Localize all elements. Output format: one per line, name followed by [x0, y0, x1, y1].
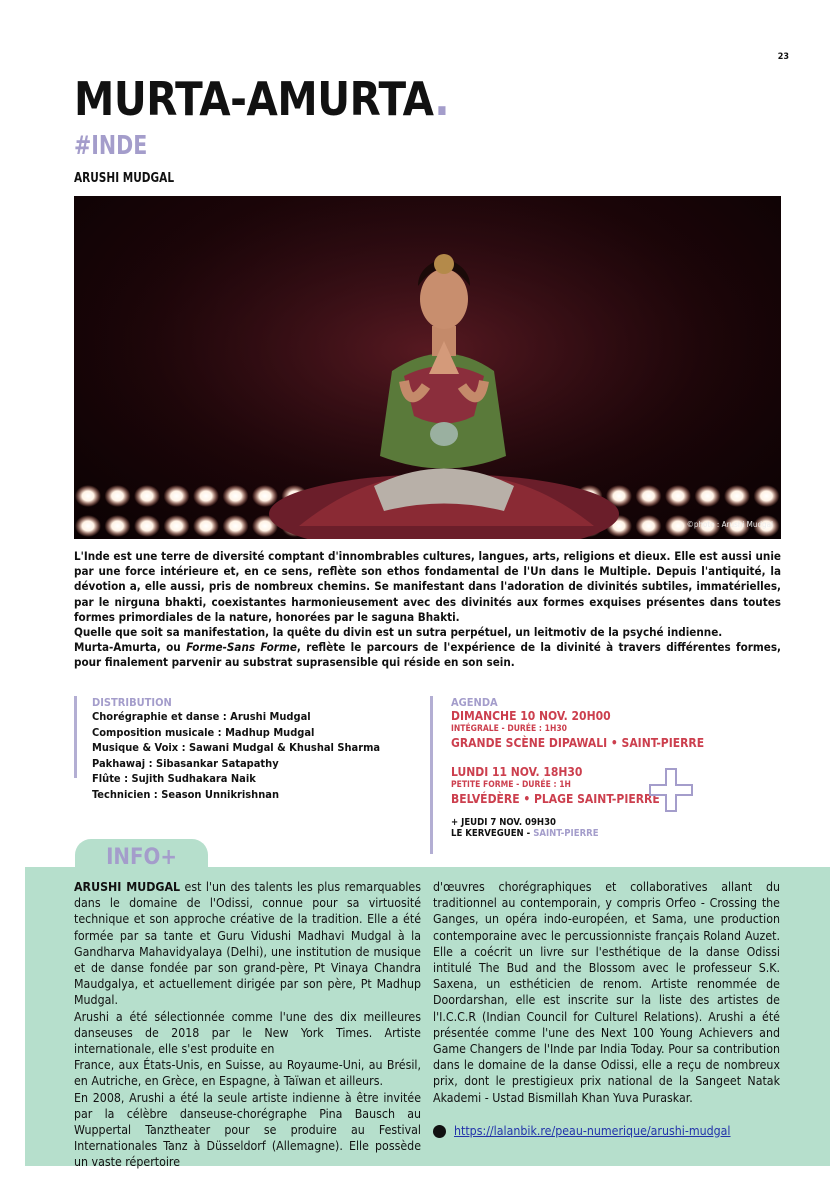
page-number: 23 [777, 52, 789, 62]
info-paragraph: d'œuvres chorégraphiques et collaboratives allant du traditionnel au contemporain, y compris Orfeo - Crossing the Ganges, un opéra indo-européen, et Sama, une production contemporaine avec le percussionniste français Roland Auzet. Elle a coécrit un livre sur l'esthétique de la danse Odissi intitulé The Bud and the Blossom avec le professeur S.K. Saxena, un esthéticien de renom. Artiste renommée de Doordarshan, elle est inscrite sur la liste des artistes de l'I.C.C.R (Indian Council for Culturel Relations). Arushi a été présentée comme l'une des Next 100 Young Achievers and Game Changers de l'Inde par India Today. Pour sa contribution dans le domaine de la danse Odissi, elle a reçu de nombreux prix, dont le prestigieux prix national de la Sangeet Natak Akademi - Ustad Bismillah Khan Yuva Puraskar. [433, 880, 780, 1105]
extra-town: SAINT-PIERRE [533, 828, 599, 839]
credit-name: Sujith Sudhakara Naik [128, 772, 256, 785]
stage-light [164, 515, 190, 537]
plus-icon [649, 768, 693, 812]
agenda-section [430, 696, 771, 854]
intro-text-span: , reflète le parcours de l'expérience de la divinité à travers différentes formes, pour finalement parvenir au substrat suprasensible qui réside en son sein. [74, 640, 782, 670]
photo-credit: ©photo : Arushi Mudgal [686, 520, 773, 529]
stage-light [164, 485, 190, 507]
performance-photo [74, 196, 781, 539]
credit-name: Sibasankar Satapathy [152, 756, 279, 770]
stage-light [754, 485, 780, 507]
stage-light [636, 515, 662, 537]
info-column-left [74, 879, 421, 1171]
credit-name: Madhup Mudgal [221, 725, 315, 739]
credit-line [92, 756, 412, 772]
credit-role: Composition musicale : [92, 725, 222, 739]
stage-light [252, 485, 278, 507]
intro-italic: Forme-Sans Forme [186, 640, 297, 655]
info-tab: INFO+ [75, 839, 208, 874]
credit-role: Musique & Voix : [92, 741, 186, 754]
intro-text-span: Murta-Amurta, ou [74, 640, 187, 655]
credit-name: Sawani Mudgal & Khushal Sharma [185, 741, 381, 754]
artist-name: ARUSHI MUDGAL [74, 171, 175, 186]
extra-date: + JEUDI 7 NOV. 09H30 [451, 817, 556, 828]
stage-light [105, 485, 131, 507]
credit-role: Pakhawaj : [92, 756, 153, 770]
event-venue: GRANDE SCÈNE DIPAWALI • SAINT-PIERRE [451, 736, 705, 750]
credit-line [92, 709, 412, 725]
info-text: est l'un des talents les plus remarquables dans le domaine de l'Odissi, connue pour sa virtuosité technique et son approche créative de la tradition. Elle a été formée par sa tante et Guru Vidushi Madhavi Mudgal à la Gandharva Mahavidyalaya (Delhi), une institution de musique et de danse fondée par son grand-père, Pt Vinaya Chandra Maudgalya, et actuellement dirigée par son père, Pt Madhup Mudgal. [74, 880, 422, 1008]
info-paragraph: Arushi a été sélectionnée comme l'une des dix meilleures danseuses de 2018 par le New York Times. Artiste internationale, elle s'est produite en [74, 1009, 421, 1057]
event-date: LUNDI 11 NOV. 18H30 [451, 765, 583, 779]
extra-place: LE KERVEGUEN - [451, 828, 534, 839]
stage-light [134, 485, 160, 507]
stage-light [75, 515, 101, 537]
info-box [25, 867, 830, 1170]
stage-light [695, 485, 721, 507]
info-column-right [433, 879, 780, 1106]
event-format: INTÉGRALE - DURÉE : 1H30 [451, 724, 568, 734]
distribution-title: DISTRIBUTION [92, 696, 172, 709]
stage-light [665, 485, 691, 507]
credit-role: Flûte : [92, 772, 129, 785]
agenda-title: AGENDA [451, 696, 498, 709]
stage-light [223, 515, 249, 537]
title-text: MURTA-AMURTA [74, 72, 435, 126]
credit-name: Arushi Mudgal [226, 710, 311, 723]
event-date: DIMANCHE 10 NOV. 20H00 [451, 709, 611, 723]
stage-light [636, 485, 662, 507]
event-format: PETITE FORME - DURÉE : 1H [451, 780, 571, 790]
info-paragraph [74, 879, 421, 1009]
bullet-icon [433, 1125, 446, 1138]
credit-line [92, 740, 412, 756]
credit-line [92, 771, 412, 787]
title-dot: . [434, 72, 450, 126]
stage-light [724, 485, 750, 507]
dancer-illustration [74, 196, 781, 539]
info-paragraph: France, aux États-Unis, en Suisse, au Royaume-Uni, au Brésil, en Autriche, en Grèce, en Espagne, à Taïwan et ailleurs. [74, 1058, 421, 1089]
stage-light [193, 485, 219, 507]
intro-paragraph: L'Inde est une terre de diversité comptant d'innombrables cultures, langues, arts, religions et dieux. Elle est aussi unie par une force intérieure et, en ce sens, reflète son ethos fondamental de l'Un dans le Multiple. Depuis l'antiquité, la dévotion a, elle aussi, pris de nombreux chemins. Se manifestant dans l'adoration de divinités subtiles, immatérielles, par le nirguna bhakti, coexistantes harmonieusement avec des divinités aux formes exquises présentes dans toutes formes primordiales de la nature, honorées par le saguna Bhakti. [74, 549, 781, 624]
credit-role: Technicien : [92, 787, 158, 801]
credit-line [92, 725, 412, 741]
intro-paragraph: Quelle que soit sa manifestation, la quête du divin est un sutra perpétuel, un leitmotiv de la psyché indienne. [74, 625, 723, 640]
link-row [433, 1124, 731, 1138]
artist-link[interactable]: https://lalanbik.re/peau-numerique/arushi-mudgal [454, 1124, 731, 1138]
credit-name: Season Unnikrishnan [157, 787, 280, 801]
event-venue: BELVÉDÈRE • PLAGE SAINT-PIERRE [451, 792, 660, 806]
extra-venue [451, 828, 771, 839]
stage-light [105, 515, 131, 537]
stage-light [134, 515, 160, 537]
distribution-section [74, 696, 412, 801]
stage-light [193, 515, 219, 537]
stage-light [223, 485, 249, 507]
intro-text [74, 549, 781, 671]
info-lead: ARUSHI MUDGAL [74, 880, 181, 894]
intro-paragraph [74, 640, 781, 670]
credit-role: Chorégraphie et danse : [92, 710, 227, 723]
page-title [74, 72, 450, 126]
country-subtitle: #INDE [74, 131, 148, 161]
info-paragraph: En 2008, Arushi a été la seule artiste indienne à être invitée par la célèbre danseuse-chorégraphe Pina Bausch au Wuppertal Tanztheater pour se produire au Festival Internationales Tanz à Düsseldorf (Allemagne). Elle possède un vaste répertoire [74, 1090, 421, 1170]
stage-light [75, 485, 101, 507]
credit-line [92, 787, 412, 803]
